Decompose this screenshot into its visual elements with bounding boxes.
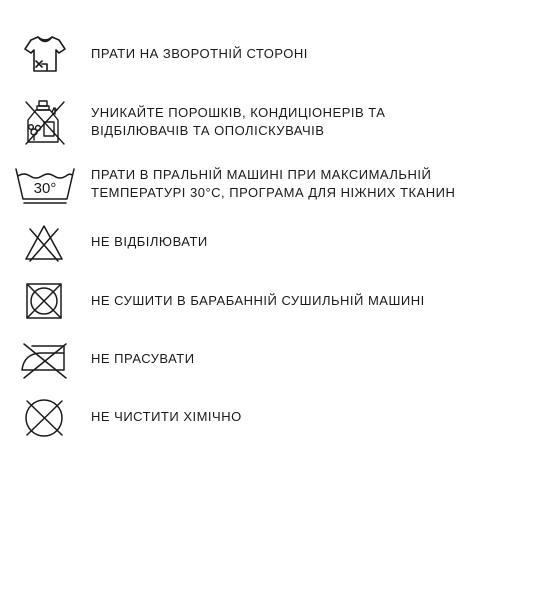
do-not-bleach-icon: [14, 223, 76, 263]
care-item-machine-wash-30: [0, 164, 550, 208]
care-item-no-tumble-dry: [0, 282, 550, 322]
care-item-wash-inside-out: [0, 34, 550, 74]
do-not-tumble-dry-icon: [14, 282, 76, 322]
care-item-no-bleach: [0, 223, 550, 263]
care-label-no-dry-clean: НЕ ЧИСТИТИ ХІМІЧНО: [91, 409, 242, 424]
care-label-no-bleach: НЕ ВІДБІЛЮВАТИ: [91, 234, 208, 249]
care-label-no-tumble-dry: НЕ СУШИТИ В БАРАБАННІЙ СУШИЛЬНІЙ МАШИНІ: [91, 293, 425, 308]
care-label-no-iron: НЕ ПРАСУВАТИ: [91, 351, 195, 366]
care-item-no-dry-clean: [0, 397, 550, 439]
do-not-dry-clean-icon: [14, 397, 76, 439]
do-not-iron-icon: [14, 340, 76, 380]
no-detergent-bottle-icon: [14, 98, 76, 146]
care-label-wash-inside-out: ПРАТИ НА ЗВОРОТНІЙ СТОРОНІ: [91, 46, 308, 61]
care-item-no-detergents: [0, 98, 550, 146]
care-item-no-iron: [0, 340, 550, 380]
wash-30-gentle-icon: [14, 164, 76, 208]
wash-temperature-label: 30°: [33, 180, 57, 197]
care-label-no-detergents: УНИКАЙТЕ ПОРОШКІВ, КОНДИЦІОНЕРІВ ТА ВІДБІЛЮВАЧІВ ТА ОПОЛІСКУВАЧІВ: [91, 105, 386, 138]
care-label-machine-wash-30: ПРАТИ В ПРАЛЬНІЙ МАШИНІ ПРИ МАКСИМАЛЬНІЙ ТЕМПЕРАТУРІ 30°С, ПРОГРАМА ДЛЯ НІЖНИХ ТКАНИН: [91, 167, 456, 200]
tshirt-inside-out-icon: [14, 34, 76, 74]
